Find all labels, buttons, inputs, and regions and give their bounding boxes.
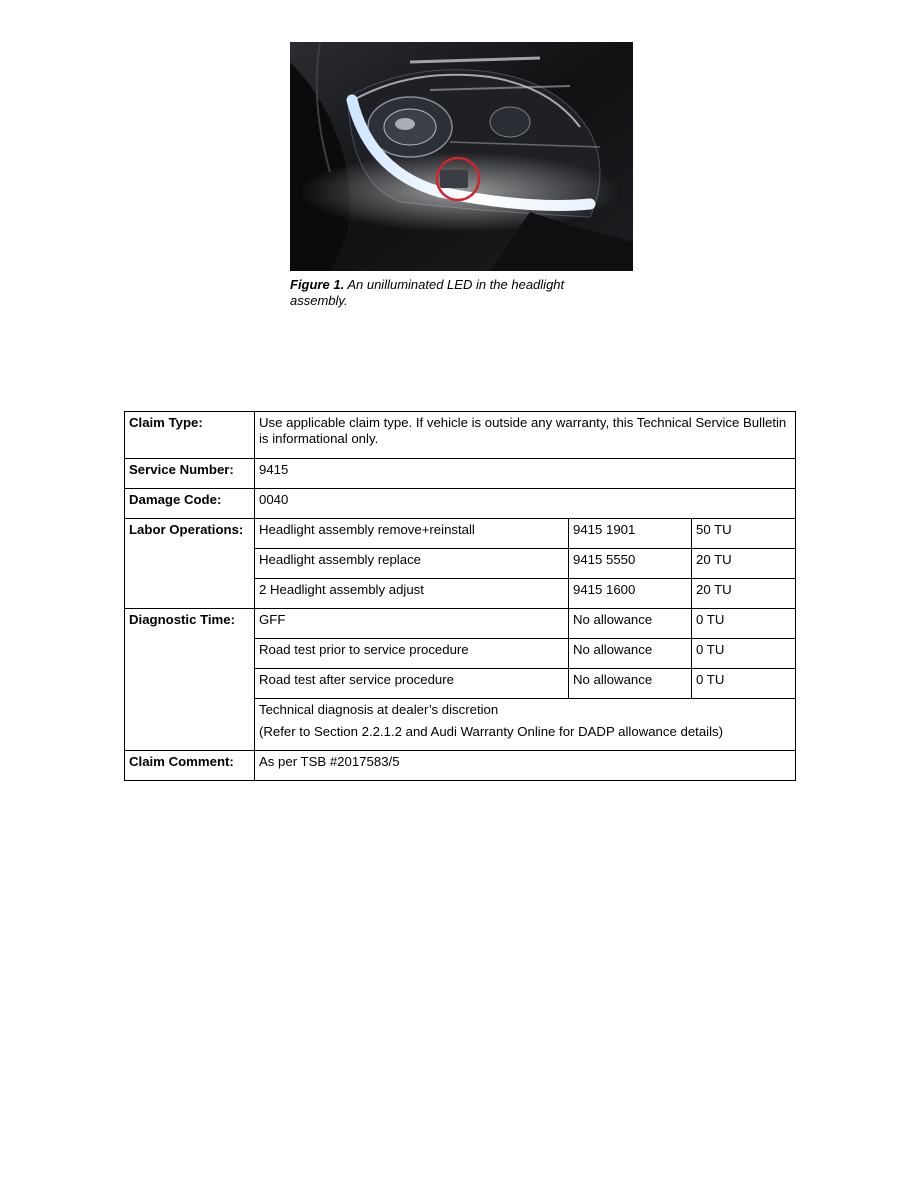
diagnostic-allowance: No allowance	[569, 669, 692, 699]
diagnostic-allowance: No allowance	[569, 639, 692, 669]
figure-caption-label: Figure 1.	[290, 277, 345, 292]
diagnostic-note	[255, 699, 796, 751]
diagnostic-allowance: No allowance	[569, 609, 692, 639]
diagnostic-time-label: Diagnostic Time:	[125, 609, 255, 751]
labor-operation-time: 20 TU	[692, 549, 796, 579]
labor-operation-code: 9415 5550	[569, 549, 692, 579]
figure-caption	[290, 277, 610, 309]
service-number-value: 9415	[255, 459, 796, 489]
diagnostic-description: GFF	[255, 609, 569, 639]
labor-operation-description: Headlight assembly remove+reinstall	[255, 519, 569, 549]
diagnostic-description: Road test prior to service procedure	[255, 639, 569, 669]
damage-code-value: 0040	[255, 489, 796, 519]
claim-type-row	[125, 412, 796, 459]
damage-code-label: Damage Code:	[125, 489, 255, 519]
service-number-row	[125, 459, 796, 489]
labor-operation-row	[125, 519, 796, 549]
diagnostic-row	[125, 609, 796, 639]
labor-operation-description: Headlight assembly replace	[255, 549, 569, 579]
headlight-photo	[290, 42, 633, 271]
service-number-label: Service Number:	[125, 459, 255, 489]
labor-operation-description: 2 Headlight assembly adjust	[255, 579, 569, 609]
diagnostic-time: 0 TU	[692, 669, 796, 699]
claim-comment-label: Claim Comment:	[125, 751, 255, 781]
diagnostic-time: 0 TU	[692, 609, 796, 639]
labor-operation-time: 20 TU	[692, 579, 796, 609]
labor-operation-code: 9415 1600	[569, 579, 692, 609]
labor-operations-label: Labor Operations:	[125, 519, 255, 609]
claim-info-table	[124, 411, 796, 781]
diagnostic-description: Road test after service procedure	[255, 669, 569, 699]
figure-caption-text: An unilluminated LED in the headlight assembly.	[290, 277, 565, 308]
diagnostic-note-line2: (Refer to Section 2.2.1.2 and Audi Warranty Online for DADP allowance details)	[259, 724, 723, 739]
claim-type-value: Use applicable claim type. If vehicle is outside any warranty, this Technical Service Bulletin is informational only.	[255, 412, 796, 459]
claim-type-label: Claim Type:	[125, 412, 255, 459]
damage-code-row	[125, 489, 796, 519]
diagnostic-time: 0 TU	[692, 639, 796, 669]
labor-operation-code: 9415 1901	[569, 519, 692, 549]
claim-comment-row	[125, 751, 796, 781]
diagnostic-note-line1: Technical diagnosis at dealer’s discretion	[259, 702, 499, 717]
labor-operation-time: 50 TU	[692, 519, 796, 549]
claim-comment-value: As per TSB #2017583/5	[255, 751, 796, 781]
